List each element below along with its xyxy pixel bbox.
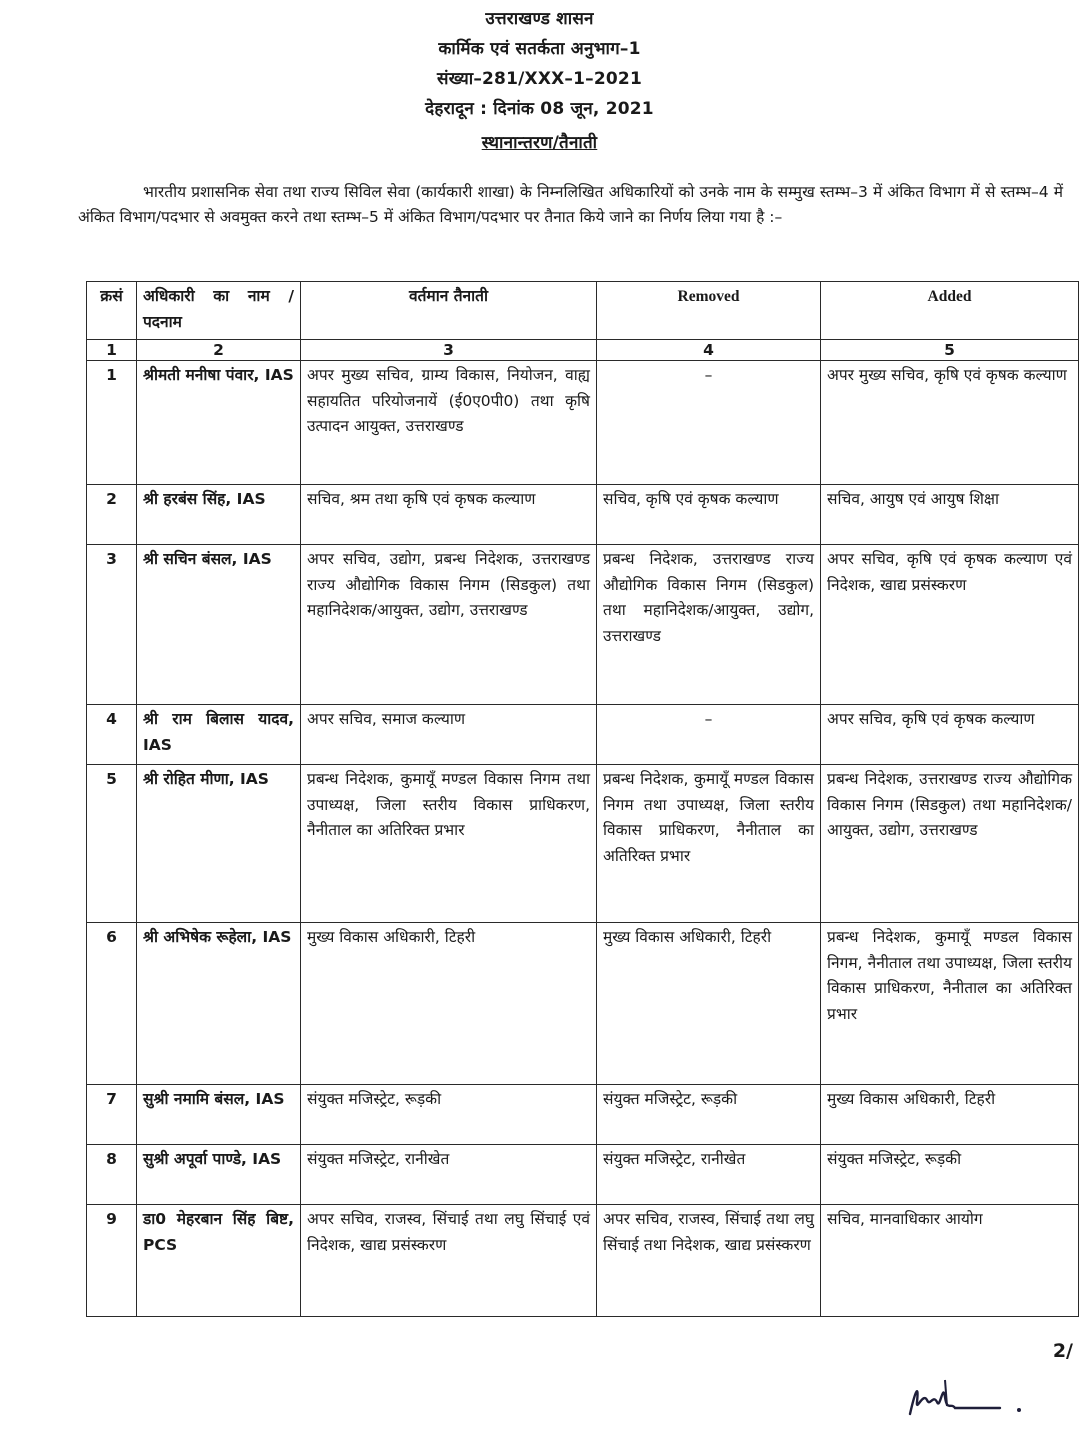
officer-name: सुश्री नमामि बंसल, IAS [137,1085,301,1145]
officer-name: श्री हरबंस सिंह, IAS [137,485,301,545]
removed-posting: प्रबन्ध निदेशक, कुमायूँ मण्डल विकास निगम तथा उपाध्यक्ष, जिला स्तरीय विकास प्राधिकरण, नैनीताल का अतिरिक्त प्रभार [597,765,821,923]
officer-name: श्री रोहित मीणा, IAS [137,765,301,923]
current-posting: अपर सचिव, राजस्व, सिंचाई तथा लघु सिंचाई एवं निदेशक, खाद्य प्रसंस्करण [301,1205,597,1317]
added-posting: प्रबन्ध निदेशक, उत्तराखण्ड राज्य औद्योगिक विकास निगम (सिडकुल) तथा महानिदेशक/आयुक्त, उद्योग, उत्तराखण्ड [821,765,1079,923]
header-current-posting: वर्तमान तैनाती [301,282,597,340]
serial-number: 9 [87,1205,137,1317]
table-header-row [87,282,1079,340]
place-date: देहरादून : दिनांक 08 जून, 2021 [425,99,654,119]
current-posting: अपर सचिव, समाज कल्याण [301,705,597,765]
serial-number: 1 [87,361,137,485]
added-posting: प्रबन्ध निदेशक, कुमायूँ मण्डल विकास निगम, नैनीताल तथा उपाध्यक्ष, जिला स्तरीय विकास प्राधिकरण, नैनीताल का अतिरिक्त प्रभार [821,923,1079,1085]
table-row [87,1205,1079,1317]
table-row [87,765,1079,923]
removed-posting: अपर सचिव, राजस्व, सिंचाई तथा लघु सिंचाई तथा निदेशक, खाद्य प्रसंस्करण [597,1205,821,1317]
current-posting: सचिव, श्रम तथा कृषि एवं कृषक कल्याण [301,485,597,545]
order-subject: स्थानान्तरण/तैनाती [481,133,598,153]
serial-number: 2 [87,485,137,545]
column-number: 4 [597,340,821,361]
table-row [87,1085,1079,1145]
header-added: Added [821,282,1079,340]
added-posting: संयुक्त मजिस्ट्रेट, रूड़की [821,1145,1079,1205]
officer-name: डा0 मेहरबान सिंह बिष्ट, PCS [137,1205,301,1317]
column-number: 2 [137,340,301,361]
section-name: कार्मिक एवं सतर्कता अनुभाग–1 [438,39,641,59]
current-posting: प्रबन्ध निदेशक, कुमायूँ मण्डल विकास निगम तथा उपाध्यक्ष, जिला स्तरीय विकास प्राधिकरण, नैनीताल का अतिरिक्त प्रभार [301,765,597,923]
table-row [87,545,1079,705]
removed-posting: संयुक्त मजिस्ट्रेट, रानीखेत [597,1145,821,1205]
government-name: उत्तराखण्ड शासन [485,9,594,29]
removed-posting: – [597,705,821,765]
serial-number: 7 [87,1085,137,1145]
serial-number: 6 [87,923,137,1085]
serial-number: 4 [87,705,137,765]
table-row [87,1145,1079,1205]
signature-icon [905,1372,1035,1422]
removed-posting: प्रबन्ध निदेशक, उत्तराखण्ड राज्य औद्योगिक विकास निगम (सिडकुल) तथा महानिदेशक/आयुक्त, उद्योग, उत्तराखण्ड [597,545,821,705]
table-row [87,705,1079,765]
removed-posting: सचिव, कृषि एवं कृषक कल्याण [597,485,821,545]
table-row [87,485,1079,545]
header-sno: क्रसं [87,282,137,340]
current-posting: संयुक्त मजिस्ट्रेट, रूड़की [301,1085,597,1145]
current-posting: अपर मुख्य सचिव, ग्राम्य विकास, नियोजन, वाह्य सहायतित परियोजनायें (ई0ए0पी0) तथा कृषि उत्पादन आयुक्त, उत्तराखण्ड [301,361,597,485]
column-number-row [87,340,1079,361]
added-posting: मुख्य विकास अधिकारी, टिहरी [821,1085,1079,1145]
current-posting: संयुक्त मजिस्ट्रेट, रानीखेत [301,1145,597,1205]
added-posting: अपर सचिव, कृषि एवं कृषक कल्याण एवं निदेशक, खाद्य प्रसंस्करण [821,545,1079,705]
removed-posting: संयुक्त मजिस्ट्रेट, रूड़की [597,1085,821,1145]
added-posting: सचिव, आयुष एवं आयुष शिक्षा [821,485,1079,545]
officer-name: श्री सचिन बंसल, IAS [137,545,301,705]
transfer-table [86,281,1079,1317]
officer-name: सुश्री अपूर्वा पाण्डे, IAS [137,1145,301,1205]
table-row [87,923,1079,1085]
officer-name: श्री राम बिलास यादव, IAS [137,705,301,765]
serial-number: 3 [87,545,137,705]
current-posting: मुख्य विकास अधिकारी, टिहरी [301,923,597,1085]
added-posting: अपर मुख्य सचिव, कृषि एवं कृषक कल्याण [821,361,1079,485]
added-posting: सचिव, मानवाधिकार आयोग [821,1205,1079,1317]
order-number: संख्या–281/XXX–1–2021 [437,69,642,89]
column-number: 5 [821,340,1079,361]
column-number: 1 [87,340,137,361]
page-continuation: 2/ [1052,1340,1073,1362]
officer-name: श्री अभिषेक रूहेला, IAS [137,923,301,1085]
table-row [87,361,1079,485]
serial-number: 8 [87,1145,137,1205]
header-removed: Removed [597,282,821,340]
officer-name: श्रीमती मनीषा पंवार, IAS [137,361,301,485]
removed-posting: मुख्य विकास अधिकारी, टिहरी [597,923,821,1085]
document-header [0,4,1079,158]
added-posting: अपर सचिव, कृषि एवं कृषक कल्याण [821,705,1079,765]
current-posting: अपर सचिव, उद्योग, प्रबन्ध निदेशक, उत्तराखण्ड राज्य औद्योगिक विकास निगम (सिडकुल) तथा महानिदेशक/आयुक्त, उद्योग, उत्तराखण्ड [301,545,597,705]
serial-number: 5 [87,765,137,923]
header-officer-name: अधिकारी का नाम / पदनाम [137,282,301,340]
intro-paragraph: भारतीय प्रशासनिक सेवा तथा राज्य सिविल सेवा (कार्यकारी शाखा) के निम्नलिखित अधिकारियों को उनके नाम के सम्मुख स्तम्भ–3 में अंकित विभाग में से स्तम्भ–4 में अंकित विभाग/पदभार से अवमुक्त करने तथा स्तम्भ–5 में अंकित विभाग/पदभार पर तैनात किये जाने का निर्णय लिया गया है :– [78,183,1063,226]
column-number: 3 [301,340,597,361]
removed-posting: – [597,361,821,485]
